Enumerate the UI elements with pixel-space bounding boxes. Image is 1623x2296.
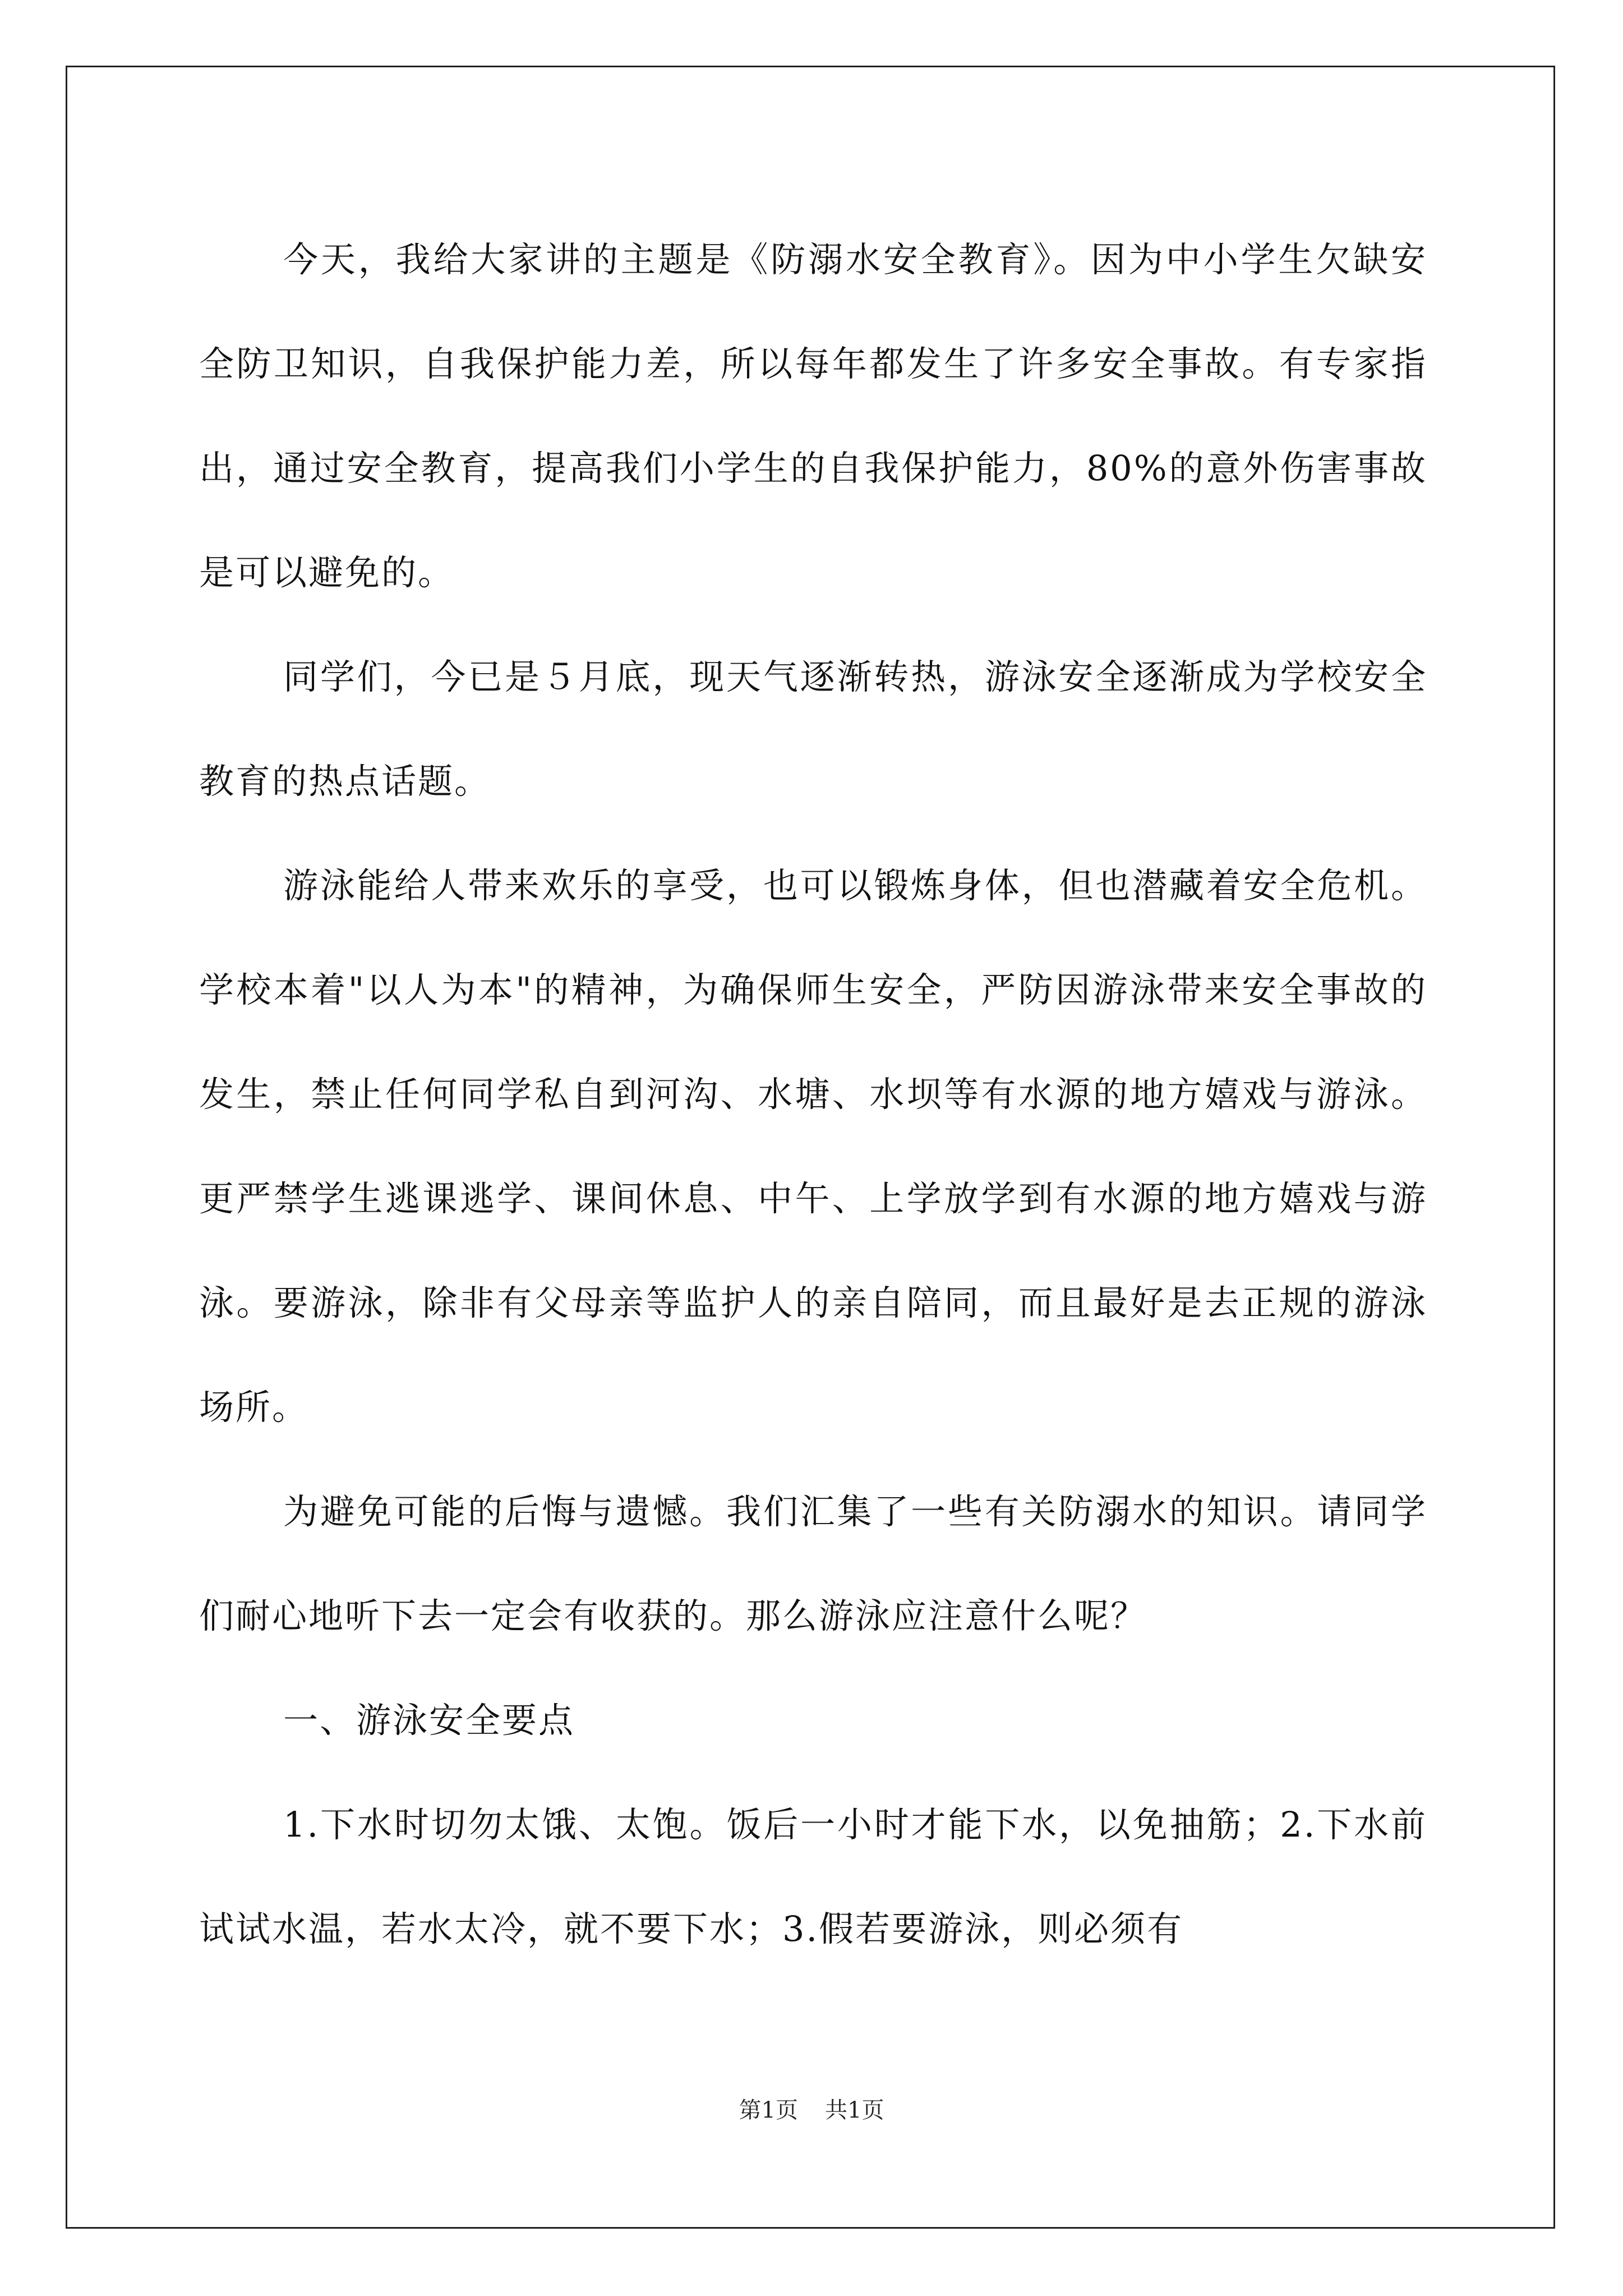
paragraph-safety-points: 1.下水时切勿太饿、太饱。饭后一小时才能下水，以免抽筋；2.下水前试试水温，若水太冷，就不要下水；3.假若要游泳，则必须有 [199,1804,1427,1949]
page-number: 第1页 [739,2097,798,2123]
paragraph-school-rules: 游泳能给人带来欢乐的享受，也可以锻炼身体，但也潜藏着安全危机。学校本着"以人为本"的精神，为确保师生安全，严防因游泳带来安全事故的发生，禁止任何同学私自到河沟、水塘、水坝等有水源的地方嬉戏与游泳。更严禁学生逃课逃学、课间休息、中午、上学放学到有水源的地方嬉戏与游泳。要游泳，除非有父母亲等监护人的亲自陪同，而且最好是去正规的游泳场所。 [199,865,1427,1428]
document-body [199,208,1427,1981]
paragraph-intro: 今天，我给大家讲的主题是《防溺水安全教育》。因为中小学生欠缺安全防卫知识，自我保护能力差，所以每年都发生了许多安全事故。有专家指出，通过安全教育，提高我们小学生的自我保护能力，80%的意外伤害事故是可以避免的。 [199,239,1427,593]
section-heading-swim-safety: 一、游泳安全要点 [283,1700,575,1741]
paragraph-knowledge: 为避免可能的后悔与遗憾。我们汇集了一些有关防溺水的知识。请同学们耐心地听下去一定会有收获的。那么游泳应注意什么呢？ [199,1491,1427,1636]
paragraph-weather: 同学们，今已是５月底，现天气逐渐转热，游泳安全逐渐成为学校安全教育的热点话题。 [199,656,1427,802]
page-footer [0,2096,1623,2124]
page-total: 共1页 [825,2097,884,2123]
